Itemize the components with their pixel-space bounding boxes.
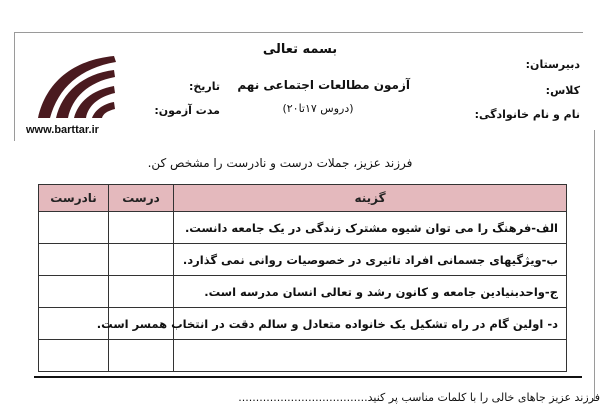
table-row [39, 276, 567, 308]
next-section-text: فرزند عزیز جاهای خالی را با کلمات مناسب پر کنید..................................... [238, 391, 600, 404]
exam-lessons: (دروس ۱۷تا۲۰) [282, 102, 354, 115]
page-border [594, 130, 595, 400]
column-header-false: نادرست [39, 185, 109, 212]
true-answer-cell[interactable] [109, 276, 174, 308]
statement-cell: ب-ویژگیهای جسمانی افراد تاثیری در خصوصیات روانی نمی گذارد. [174, 244, 567, 276]
true-answer-cell[interactable] [109, 340, 174, 372]
true-answer-cell[interactable] [109, 212, 174, 244]
false-answer-cell[interactable] [39, 276, 109, 308]
duration-label: مدت آزمون: [154, 104, 220, 117]
statement-cell: ج-واحدبنیادین جامعه و کانون رشد و تعالی انسان مدرسه است. [174, 276, 567, 308]
class-label: کلاس: [545, 84, 580, 97]
table-row [39, 340, 567, 372]
student-name-label: نام و نام خانوادگی: [474, 108, 580, 121]
statement-cell [174, 340, 567, 372]
table-row [39, 308, 567, 340]
false-answer-cell[interactable] [39, 340, 109, 372]
section-divider [34, 376, 582, 378]
logo-url[interactable]: www.barttar.ir [26, 124, 99, 136]
exam-title: آزمون مطالعات اجتماعی نهم [237, 78, 410, 92]
false-answer-cell[interactable] [39, 212, 109, 244]
statement-cell: الف-فرهنگ را می توان شیوه مشترک زندگی در یک جامعه دانست. [174, 212, 567, 244]
school-label: دبیرستان: [525, 58, 580, 71]
table-row [39, 212, 567, 244]
date-label: تاریخ: [188, 80, 220, 93]
statement-cell: د- اولین گام در راه تشکیل یک خانواده متعادل و سالم دقت در انتخاب همسر است. [174, 308, 567, 340]
true-answer-cell[interactable] [109, 244, 174, 276]
page-title: بسمه تعالی [262, 42, 338, 57]
table-row [39, 244, 567, 276]
column-header-option: گزینه [174, 185, 567, 212]
true-false-table [38, 184, 567, 372]
barttar-logo-icon [28, 52, 118, 120]
false-answer-cell[interactable] [39, 244, 109, 276]
instruction-text: فرزند عزیز، جملات درست و نادرست را مشخص کن. [147, 156, 413, 170]
column-header-true: درست [109, 185, 174, 212]
table-header-row [39, 185, 567, 212]
